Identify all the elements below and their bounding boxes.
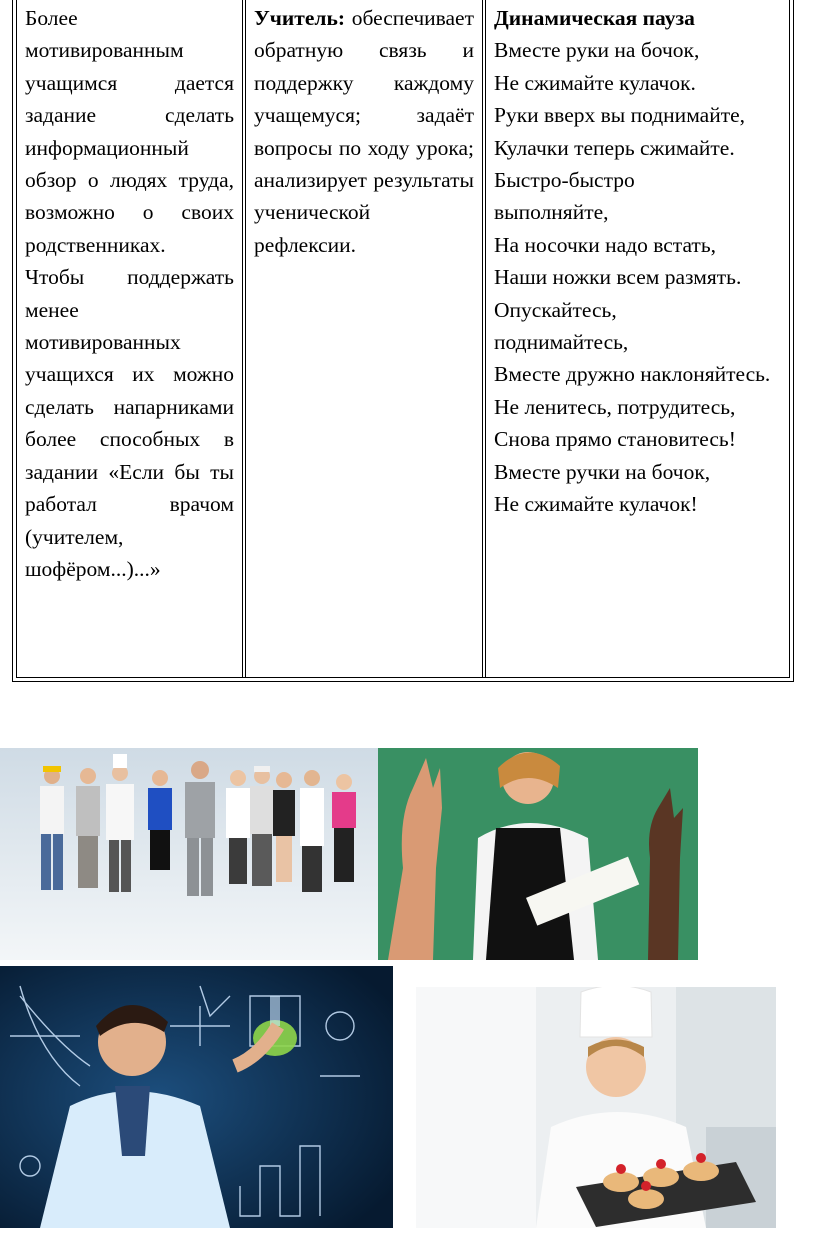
poem-line: Не ленитесь, потрудитесь, xyxy=(494,394,736,419)
poem-line: Снова прямо становитесь! xyxy=(494,427,736,452)
table-column-dynamic-pause xyxy=(485,0,789,677)
poem-line: Вместе дружно наклоняйтесь. xyxy=(494,362,771,387)
poem-line: Не сжимайте кулачок! xyxy=(494,492,698,517)
poem-line: Руки вверх вы поднимайте, xyxy=(494,103,746,128)
poem-line: Быстро-быстро выполняйте, xyxy=(494,168,635,225)
poem-line: Кулачки теперь сжимайте. xyxy=(494,135,735,160)
table-column-motivation xyxy=(17,0,243,677)
photo-teacher-classroom xyxy=(378,748,698,960)
poem-line: Опускайтесь, поднимайтесь, xyxy=(494,297,629,355)
table-inner-border xyxy=(16,0,790,678)
teacher-heading: Учитель: xyxy=(254,6,345,30)
table-column-teacher xyxy=(245,0,483,677)
poem-line: На носочки надо встать, xyxy=(494,232,717,257)
dynamic-pause-heading: Динамическая пауза xyxy=(494,6,695,30)
col1-paragraph-1: Более мотивированным учащимся дается задание сделать информационный обзор о людях труда, возможно о своих родственниках. xyxy=(25,6,234,257)
col1-paragraph-2: Чтобы поддержать менее мотивированных учащихся их можно сделать напарниками более способных в задании «Если бы ты работал врачом (учителем, шофёром...)...» xyxy=(25,265,234,581)
content-table xyxy=(12,0,794,682)
teacher-description: обеспечивает обратную связь и поддержку каждому учащемуся; задаёт вопросы по ходу урока; анализирует результаты ученической рефлексии. xyxy=(254,6,474,257)
photo-professionals-group xyxy=(0,748,378,960)
poem-line: Вместе ручки на бочок, xyxy=(494,459,711,484)
photo-scientist xyxy=(0,966,393,1228)
poem-line: Вместе руки на бочок, xyxy=(494,38,700,63)
poem-line: Не сжимайте кулачок. xyxy=(494,70,696,95)
poem-line: Наши ножки всем размять. xyxy=(494,265,742,290)
photo-chef xyxy=(416,987,776,1228)
